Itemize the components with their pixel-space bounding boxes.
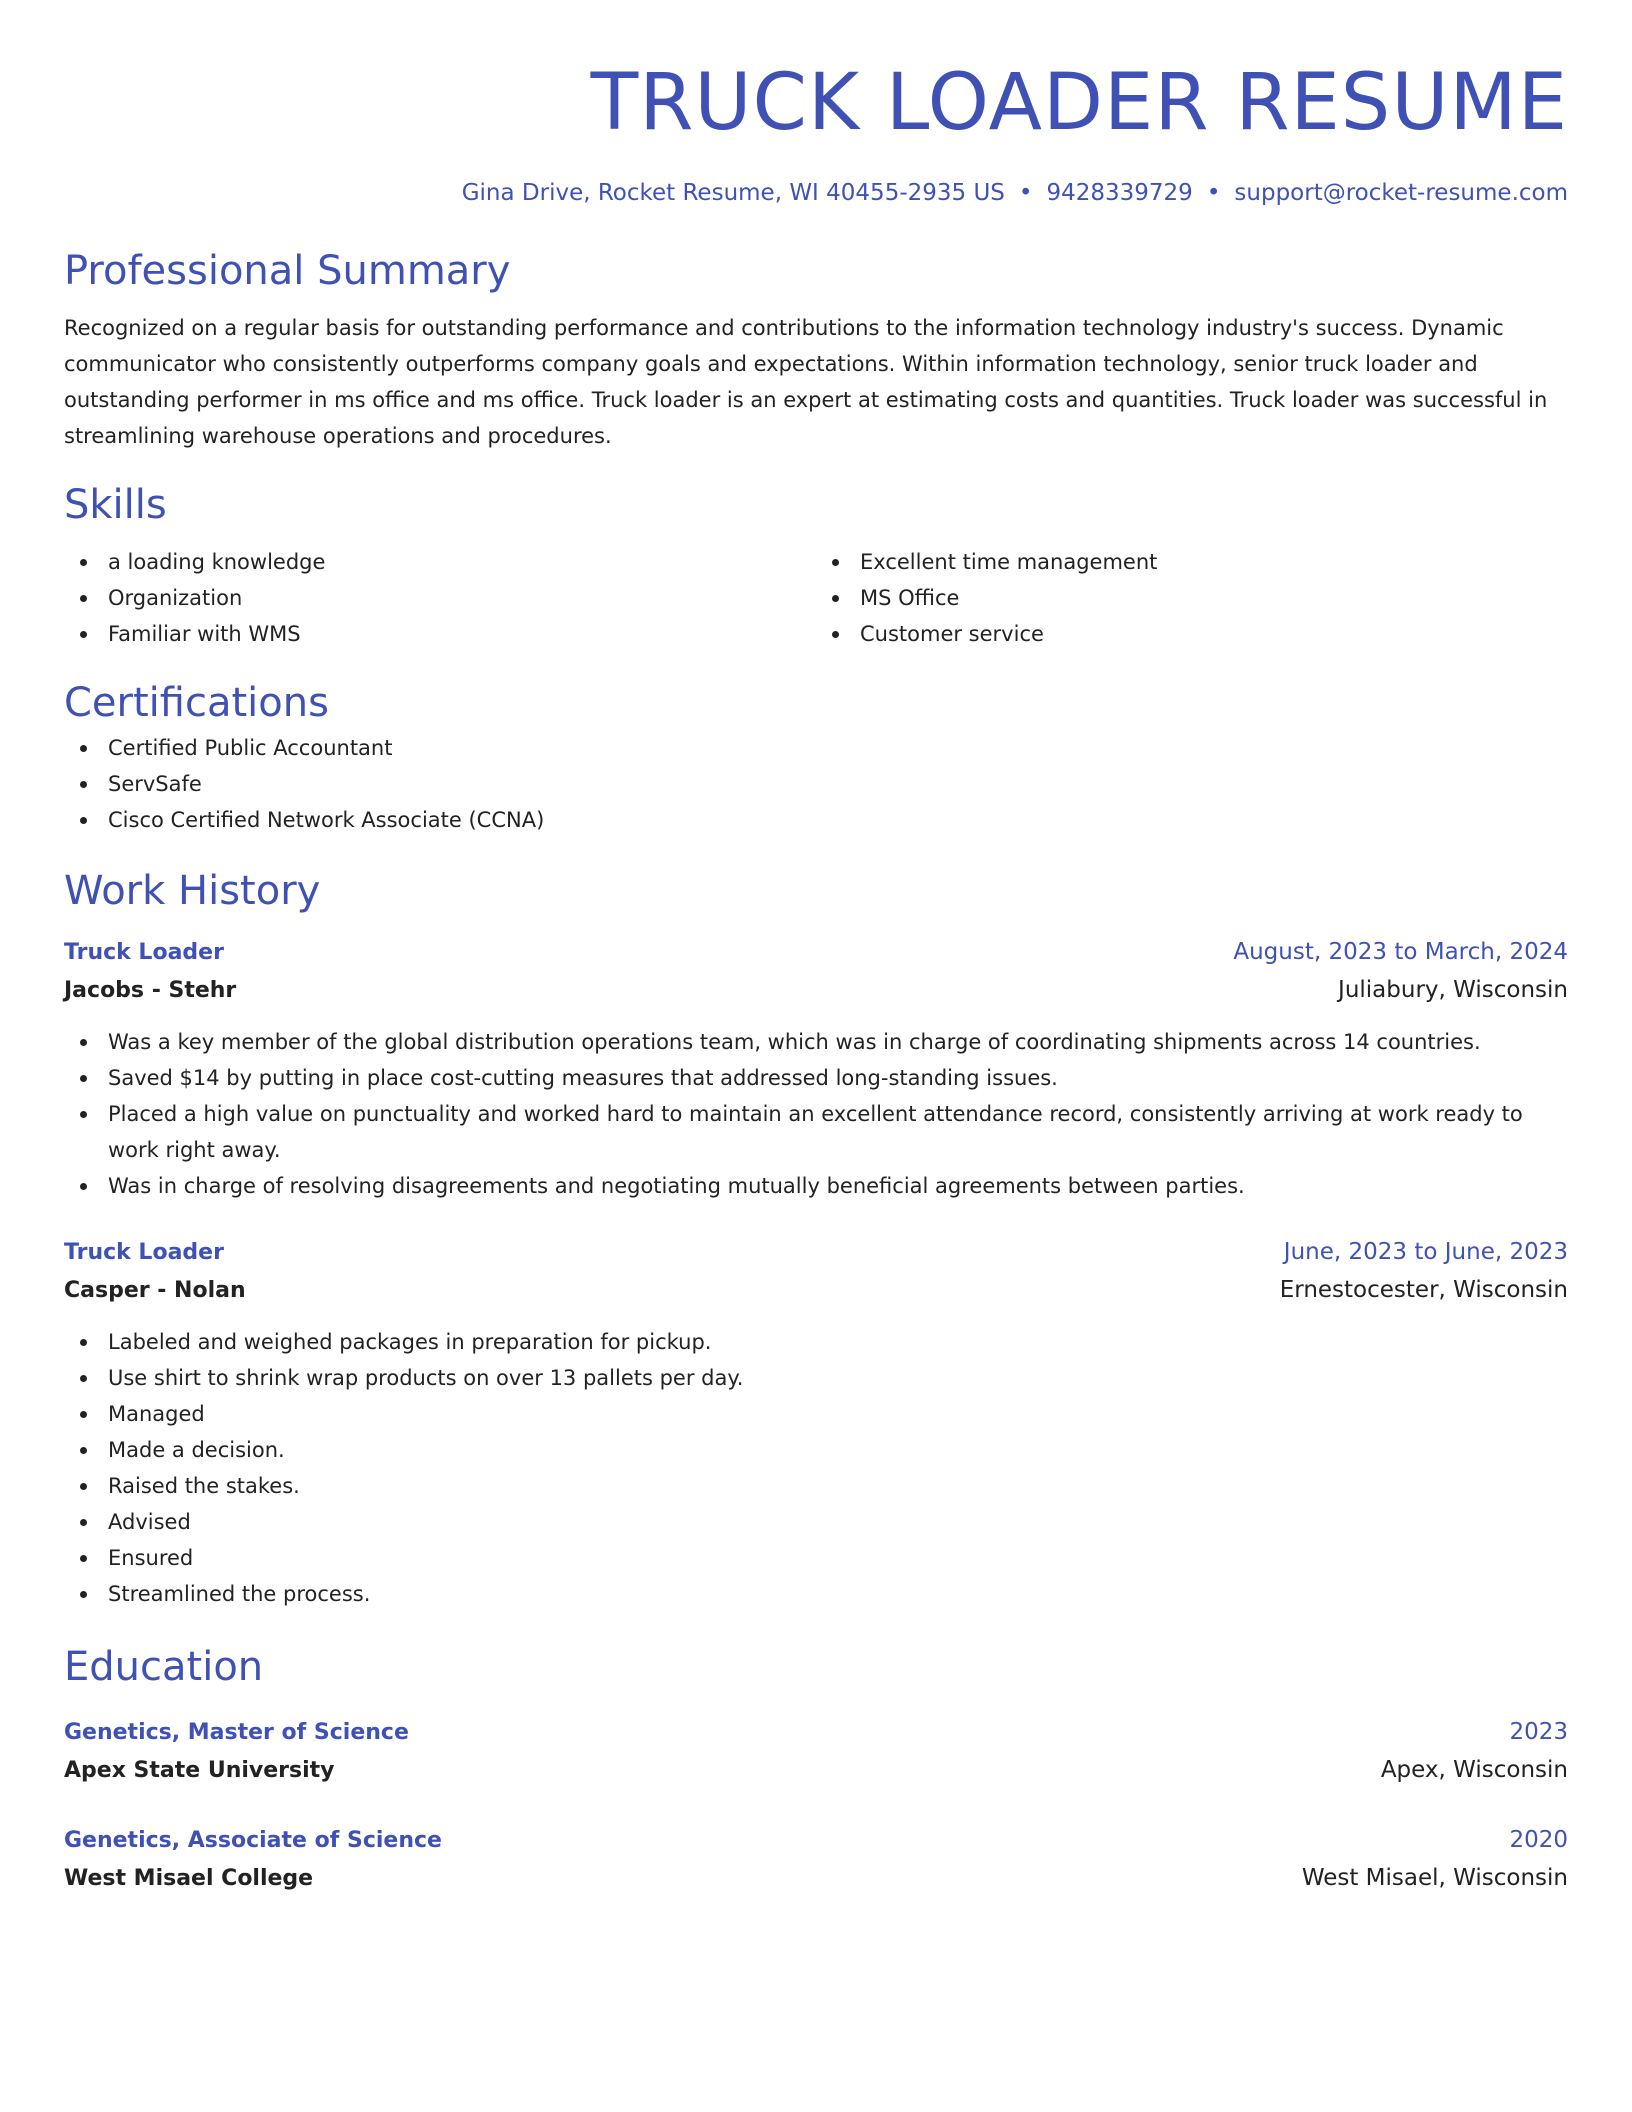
education-location: Apex, Wisconsin xyxy=(1380,1757,1568,1783)
education-degree-row xyxy=(64,1714,1568,1751)
certifications-list xyxy=(64,730,1568,838)
job-bullet: Raised the stakes. xyxy=(64,1468,1568,1504)
skills-grid xyxy=(64,544,1568,652)
contact-email: support@rocket-resume.com xyxy=(1234,180,1568,206)
certification-item: Cisco Certified Network Associate (CCNA) xyxy=(64,802,1568,838)
job-header-row xyxy=(64,934,1568,971)
certifications-heading: Certifications xyxy=(64,680,329,726)
skill-item: a loading knowledge xyxy=(64,544,816,580)
job-bullet: Managed xyxy=(64,1396,1568,1432)
skill-item: MS Office xyxy=(816,580,1568,616)
education-school-row xyxy=(64,1859,1568,1898)
job-bullet: Labeled and weighed packages in preparation for pickup. xyxy=(64,1324,1568,1360)
job-bullets xyxy=(64,1024,1568,1204)
skills-list-left xyxy=(64,544,816,652)
summary-text: Recognized on a regular basis for outstanding performance and contributions to the information technology industry's success. Dynamic communicator who consistently outperforms company goals and expectations. Within information technology, senior truck loader and outstanding performer in ms office and ms office. Truck loader is an expert at estimating costs and quantities. Truck loader was successful in streamlining warehouse operations and procedures. xyxy=(64,316,1548,448)
contact-separator: • xyxy=(1018,180,1033,206)
contact-separator: • xyxy=(1206,180,1221,206)
contact-address: Gina Drive, Rocket Resume, WI 40455-2935 US xyxy=(461,180,1005,206)
skills-list-right xyxy=(816,544,1568,652)
job-dates: August, 2023 to March, 2024 xyxy=(1233,939,1568,965)
education-degree-row xyxy=(64,1822,1568,1859)
education-school: West Misael College xyxy=(64,1866,314,1891)
job-header-row xyxy=(64,1234,1568,1271)
job-role: Truck Loader xyxy=(64,1240,224,1265)
skill-item: Organization xyxy=(64,580,816,616)
education-year: 2023 xyxy=(1509,1719,1568,1745)
job-role: Truck Loader xyxy=(64,940,224,965)
contact-phone: 9428339729 xyxy=(1046,180,1193,206)
job-location: Juliabury, Wisconsin xyxy=(1338,977,1568,1003)
job-entry xyxy=(64,1234,1568,1612)
education-degree: Genetics, Master of Science xyxy=(64,1720,409,1745)
job-company-row xyxy=(64,971,1568,1010)
resume-title: TRUCK LOADER RESUME xyxy=(590,58,1568,148)
skill-item: Familiar with WMS xyxy=(64,616,816,652)
skills-heading: Skills xyxy=(64,482,167,528)
skills-column-right xyxy=(816,544,1568,652)
job-dates: June, 2023 to June, 2023 xyxy=(1283,1239,1568,1265)
education-year: 2020 xyxy=(1509,1827,1568,1853)
job-bullet: Made a decision. xyxy=(64,1432,1568,1468)
education-school: Apex State University xyxy=(64,1758,335,1783)
certification-item: ServSafe xyxy=(64,766,1568,802)
job-bullet: Was in charge of resolving disagreements and negotiating mutually beneficial agreements between parties. xyxy=(64,1168,1568,1204)
job-bullet: Use shirt to shrink wrap products on over 13 pallets per day. xyxy=(64,1360,1568,1396)
skill-item: Customer service xyxy=(816,616,1568,652)
skills-column-left xyxy=(64,544,816,652)
education-heading: Education xyxy=(64,1644,264,1690)
education-location: West Misael, Wisconsin xyxy=(1301,1865,1568,1891)
job-bullet: Was a key member of the global distribution operations team, which was in charge of coordinating shipments across 14 countries. xyxy=(64,1024,1568,1060)
work-history-heading: Work History xyxy=(64,868,321,914)
job-bullet: Streamlined the process. xyxy=(64,1576,1568,1612)
job-company-row xyxy=(64,1271,1568,1310)
job-bullets xyxy=(64,1324,1568,1612)
job-company: Jacobs - Stehr xyxy=(64,978,237,1003)
education-school-row xyxy=(64,1751,1568,1790)
education-degree: Genetics, Associate of Science xyxy=(64,1828,442,1853)
job-location: Ernestocester, Wisconsin xyxy=(1279,1277,1568,1303)
education-entry xyxy=(64,1714,1568,1790)
job-bullet: Ensured xyxy=(64,1540,1568,1576)
summary-heading: Professional Summary xyxy=(64,248,511,294)
education-entry xyxy=(64,1822,1568,1898)
skill-item: Excellent time management xyxy=(816,544,1568,580)
job-entry xyxy=(64,934,1568,1204)
contact-line xyxy=(64,176,1568,210)
certification-item: Certified Public Accountant xyxy=(64,730,1568,766)
job-bullet: Saved $14 by putting in place cost-cutting measures that addressed long-standing issues. xyxy=(64,1060,1568,1096)
job-company: Casper - Nolan xyxy=(64,1278,246,1303)
job-bullet: Advised xyxy=(64,1504,1568,1540)
job-bullet: Placed a high value on punctuality and worked hard to maintain an excellent attendance record, consistently arriving at work ready to work right away. xyxy=(64,1096,1568,1168)
